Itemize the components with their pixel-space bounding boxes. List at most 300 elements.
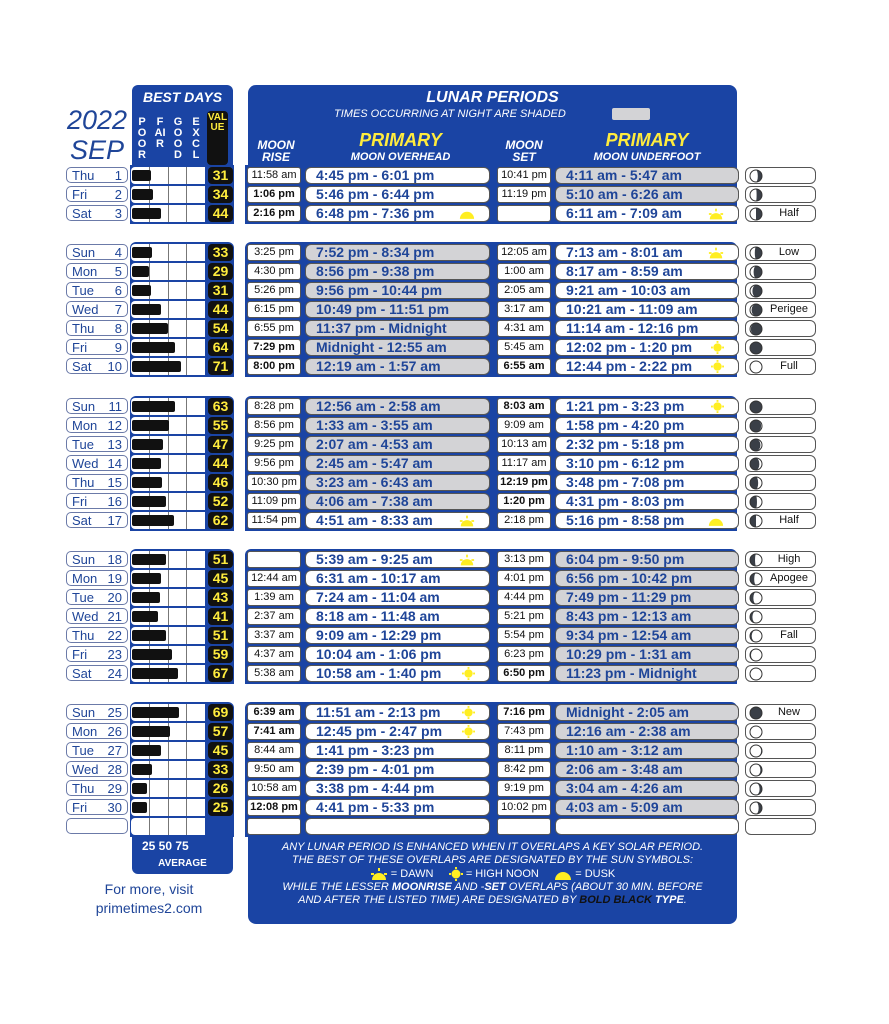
moonset-time: 11:19 pm	[497, 186, 551, 203]
overhead-text: 11:37 pm - Midnight	[316, 320, 447, 336]
gridline	[186, 589, 187, 606]
moon-overhead-period	[305, 455, 490, 472]
underfoot-text: 1:21 pm - 3:23 pm	[566, 398, 685, 414]
table-row	[0, 779, 889, 798]
moon-phase-icon	[749, 341, 763, 355]
moon-phase-label: Apogee	[770, 572, 808, 584]
moonrise-time: 6:15 pm	[247, 301, 301, 318]
table-row	[0, 607, 889, 626]
gridline	[186, 761, 187, 778]
overhead-text: 7:52 pm - 8:34 pm	[316, 244, 435, 260]
rating-bar-track	[131, 417, 205, 434]
moon-phase-cell	[745, 608, 816, 625]
table-row	[0, 185, 889, 204]
underfoot-text: 4:03 am - 5:09 am	[566, 799, 683, 815]
moonrise-time: 4:37 am	[247, 646, 301, 663]
day-date: 13	[107, 437, 122, 452]
day-value: 33	[208, 244, 233, 261]
moonrise-time: 12:08 pm	[247, 799, 301, 816]
high-noon-icon	[462, 725, 475, 738]
moon-underfoot-period	[555, 512, 739, 529]
table-row	[0, 817, 889, 836]
moon-underfoot-period	[555, 493, 739, 510]
moon-underfoot-period	[555, 723, 739, 740]
day-of-week: Sat	[72, 206, 92, 221]
high-noon-icon	[711, 360, 724, 373]
blank-day-label	[66, 818, 128, 834]
moon-phase-label: Half	[779, 207, 799, 219]
day-label	[66, 704, 128, 720]
calendar-month: SEP	[69, 135, 125, 165]
day-label	[66, 301, 128, 317]
moon-underfoot-period	[555, 436, 739, 453]
gridline	[168, 282, 169, 299]
moonrise-time: 4:30 pm	[247, 263, 301, 280]
overhead-text: 10:04 am - 1:06 pm	[316, 646, 442, 662]
rating-bar-track	[131, 780, 205, 797]
underfoot-text: 8:17 am - 8:59 am	[566, 263, 683, 279]
rating-bar	[132, 304, 161, 315]
moonrise-time: 3:37 am	[247, 627, 301, 644]
moonset-time: 3:13 pm	[497, 551, 551, 568]
dawn-icon	[708, 247, 724, 259]
moonrise-time: 10:30 pm	[247, 474, 301, 491]
day-label	[66, 551, 128, 567]
overhead-text: 3:23 am - 6:43 am	[316, 474, 433, 490]
rating-bar-track	[131, 358, 205, 375]
day-value: 44	[208, 205, 233, 222]
moon-phase-icon	[749, 419, 763, 433]
day-label	[66, 589, 128, 605]
moon-phase-icon	[749, 725, 763, 739]
moon-overhead-period	[305, 780, 490, 797]
moon-overhead-period	[305, 704, 490, 721]
day-date: 24	[107, 666, 122, 681]
moon-phase-label: Fall	[780, 629, 798, 641]
sun-legend	[248, 867, 737, 881]
day-label	[66, 263, 128, 279]
day-value: 45	[208, 742, 233, 759]
moon-phase-icon	[749, 801, 763, 815]
gridline	[186, 704, 187, 721]
moonset-time: 4:31 am	[497, 320, 551, 337]
rating-bar-track	[131, 339, 205, 356]
average-ticks: 25 50 75	[142, 839, 189, 853]
moon-overhead-period	[305, 244, 490, 261]
moon-underfoot-period	[555, 780, 739, 797]
overhead-text: 12:45 pm - 2:47 pm	[316, 723, 443, 739]
moon-underfoot-period	[555, 301, 739, 318]
moonset-time: 10:02 pm	[497, 799, 551, 816]
gridline	[186, 665, 187, 682]
table-row	[0, 664, 889, 683]
moonrise-time: 8:44 am	[247, 742, 301, 759]
moon-phase-cell	[745, 282, 816, 299]
note-line3-a: WHILE THE LESSER	[282, 881, 392, 893]
moonset-time: 1:20 pm	[497, 493, 551, 510]
average-box	[132, 836, 233, 874]
night-shade-note: TIMES OCCURRING AT NIGHT ARE SHADED	[334, 108, 566, 120]
moon-overhead-period	[305, 167, 490, 184]
moonset-time: 3:17 am	[497, 301, 551, 318]
dusk-icon	[708, 515, 724, 527]
rating-bar-track	[131, 474, 205, 491]
blank-overhead	[305, 818, 490, 835]
moon-phase-cell	[745, 512, 816, 529]
moonset-time: 8:11 pm	[497, 742, 551, 759]
underfoot-text: 2:32 pm - 5:18 pm	[566, 436, 685, 452]
underfoot-text: 3:48 pm - 7:08 pm	[566, 474, 685, 490]
gridline	[186, 742, 187, 759]
moonset-time: 2:18 pm	[497, 512, 551, 529]
website-note	[64, 880, 234, 918]
note-line3-c: AND -	[451, 881, 485, 893]
rating-bar	[132, 361, 181, 372]
average-label: AVERAGE	[158, 858, 207, 869]
table-row	[0, 243, 889, 262]
moonset-time: 6:55 am	[497, 358, 551, 375]
underfoot-text: 11:23 pm - Midnight	[566, 665, 697, 681]
rating-bar	[132, 764, 152, 775]
moon-phase-cell	[745, 570, 816, 587]
moon-phase-icon	[749, 553, 763, 567]
day-label	[66, 167, 128, 183]
overhead-text: 11:51 am - 2:13 pm	[316, 704, 441, 720]
visit-link[interactable]: primetimes2.com	[95, 900, 203, 916]
moonset-time: 5:21 pm	[497, 608, 551, 625]
day-date: 27	[107, 743, 122, 758]
moon-phase-icon	[749, 629, 763, 643]
moonrise-time: 10:58 am	[247, 780, 301, 797]
day-date: 23	[107, 647, 122, 662]
table-row	[0, 550, 889, 569]
day-value: 44	[208, 455, 233, 472]
day-date: 8	[114, 321, 122, 336]
gridline	[168, 818, 169, 835]
moon-phase-icon	[749, 610, 763, 624]
rating-bar-track	[131, 167, 205, 184]
moon-phase-cell	[745, 398, 816, 415]
rating-bar-track	[131, 186, 205, 203]
rating-bar-track	[131, 455, 205, 472]
day-of-week: Fri	[72, 494, 88, 509]
day-value: 51	[208, 627, 233, 644]
moon-phase-label: Low	[778, 246, 800, 258]
moonset-time: 7:43 pm	[497, 723, 551, 740]
day-of-week: Sun	[72, 245, 96, 260]
moon-phase-cell	[745, 474, 816, 491]
moon-phase-icon	[749, 188, 763, 202]
day-label	[66, 417, 128, 433]
gridline	[149, 780, 150, 797]
rating-bar-track	[131, 589, 205, 606]
underfoot-text: 3:10 pm - 6:12 pm	[566, 455, 685, 471]
moonset-time: 9:19 pm	[497, 780, 551, 797]
rating-bar	[132, 515, 174, 526]
table-row	[0, 204, 889, 223]
gridline	[149, 818, 150, 835]
rating-bar	[132, 668, 178, 679]
moon-underfoot-period	[555, 742, 739, 759]
rating-bar	[132, 496, 166, 507]
overhead-text: 4:51 am - 8:33 am	[316, 512, 433, 528]
day-of-week: Mon	[72, 724, 98, 739]
gridline	[186, 455, 187, 472]
overhead-text: 2:39 pm - 4:01 pm	[316, 761, 435, 777]
gridline	[168, 761, 169, 778]
moon-phase-cell	[745, 339, 816, 356]
moon-phase-icon	[749, 303, 763, 317]
note-type: TYPE	[652, 894, 684, 906]
moon-overhead-period	[305, 398, 490, 415]
moonset-time	[497, 205, 551, 222]
moon-phase-label: New	[777, 706, 800, 718]
moon-underfoot-period	[555, 799, 739, 816]
gridline	[186, 320, 187, 337]
moonrise-time: 8:56 pm	[247, 417, 301, 434]
day-of-week: Fri	[72, 187, 88, 202]
underfoot-text: 6:11 am - 7:09 am	[566, 205, 682, 221]
moonrise-time: 7:29 pm	[247, 339, 301, 356]
day-date: 21	[107, 609, 122, 624]
day-of-week: Tue	[72, 743, 94, 758]
day-value: 26	[208, 780, 233, 797]
underfoot-text: 9:21 am - 10:03 am	[566, 282, 691, 298]
moon-underfoot-period	[555, 282, 739, 299]
rating-bar-track	[131, 205, 205, 222]
overhead-text: 10:49 pm - 11:51 pm	[316, 301, 450, 317]
table-row	[0, 357, 889, 376]
moonrise-time: 9:56 pm	[247, 455, 301, 472]
rating-bar	[132, 707, 179, 718]
overhead-text: Midnight - 12:55 am	[316, 339, 447, 355]
moon-underfoot-period	[555, 627, 739, 644]
moonrise-time: 5:26 pm	[247, 282, 301, 299]
moon-underfoot-period	[555, 167, 739, 184]
moon-underfoot-period	[555, 704, 739, 721]
moonrise-time: 1:06 pm	[247, 186, 301, 203]
gridline	[168, 799, 169, 816]
table-row	[0, 741, 889, 760]
gridline	[168, 474, 169, 491]
blank-moonrise	[247, 818, 301, 835]
gridline	[149, 799, 150, 816]
overhead-text: 9:56 pm - 10:44 pm	[316, 282, 443, 298]
rating-bar	[132, 783, 147, 794]
day-value: 45	[208, 570, 233, 587]
calendar-year: 2022	[66, 105, 128, 135]
rating-bar	[132, 247, 152, 258]
day-label	[66, 320, 128, 336]
table-row	[0, 281, 889, 300]
gridline	[168, 320, 169, 337]
moon-underfoot-period	[555, 570, 739, 587]
day-value: 34	[208, 186, 233, 203]
day-value: 54	[208, 320, 233, 337]
rating-bar	[132, 726, 170, 737]
moonrise-time	[247, 551, 301, 568]
day-value: 67	[208, 665, 233, 682]
day-date: 22	[107, 628, 122, 643]
moon-phase-cell	[745, 493, 816, 510]
table-row	[0, 300, 889, 319]
underfoot-text: 6:04 pm - 9:50 pm	[566, 551, 685, 567]
moonrise-time: 5:38 am	[247, 665, 301, 682]
moon-phase-icon	[749, 207, 763, 221]
moon-overhead-period	[305, 301, 490, 318]
moonset-time: 12:05 am	[497, 244, 551, 261]
day-label	[66, 512, 128, 528]
rating-bar	[132, 649, 172, 660]
table-row	[0, 722, 889, 741]
moon-phase-label: Half	[779, 514, 799, 526]
table-row	[0, 262, 889, 281]
best-days-header	[132, 85, 233, 165]
rating-bar	[132, 170, 151, 181]
rating-bar-track	[131, 398, 205, 415]
moon-phase-icon	[749, 246, 763, 260]
high-noon-icon	[711, 341, 724, 354]
rating-bar	[132, 477, 162, 488]
legend-dawn: = DAWN	[390, 867, 434, 880]
moonset-time: 10:13 am	[497, 436, 551, 453]
day-label	[66, 627, 128, 643]
day-date: 29	[107, 781, 122, 796]
rating-bar	[132, 401, 175, 412]
day-of-week: Fri	[72, 800, 88, 815]
moon-underfoot-period	[555, 205, 739, 222]
day-value: 46	[208, 474, 233, 491]
moon-overhead-period	[305, 723, 490, 740]
moon-overhead-period	[305, 205, 490, 222]
note-line2: THE BEST OF THESE OVERLAPS ARE DESIGNATED BY THE SUN SYMBOLS:	[291, 854, 694, 866]
moon-phase-cell	[745, 417, 816, 434]
rating-bar	[132, 439, 163, 450]
lunar-periods-title: LUNAR PERIODS	[426, 89, 559, 106]
moon-overhead-period	[305, 646, 490, 663]
day-label	[66, 339, 128, 355]
day-label	[66, 398, 128, 414]
gridline	[168, 455, 169, 472]
overhead-text: 12:56 am - 2:58 am	[316, 398, 441, 414]
day-of-week: Mon	[72, 418, 98, 433]
moon-phase-cell	[745, 263, 816, 280]
moon-underfoot-period	[555, 358, 739, 375]
overhead-text: 9:09 am - 12:29 pm	[316, 627, 442, 643]
underfoot-header: MOON UNDERFOOT	[593, 151, 701, 163]
moon-underfoot-period	[555, 551, 739, 568]
rating-bar-track	[131, 301, 205, 318]
moon-phase-cell	[745, 627, 816, 644]
moonset-time: 4:44 pm	[497, 589, 551, 606]
gridline	[186, 205, 187, 222]
gridline	[186, 301, 187, 318]
gridline	[168, 205, 169, 222]
moon-underfoot-period	[555, 244, 739, 261]
day-of-week: Sun	[72, 552, 96, 567]
table-row	[0, 492, 889, 511]
underfoot-text: 7:49 pm - 11:29 pm	[566, 589, 692, 605]
gridline	[186, 780, 187, 797]
rating-bar	[132, 189, 153, 200]
moon-underfoot-period	[555, 665, 739, 682]
rating-bar-track	[131, 761, 205, 778]
day-value: 47	[208, 436, 233, 453]
lunar-periods-header	[248, 85, 737, 167]
gridline	[186, 339, 187, 356]
high-noon-icon	[462, 667, 475, 680]
overhead-primary-label: PRIMARY	[359, 130, 442, 150]
moon-phase-icon	[749, 763, 763, 777]
moon-phase-icon	[749, 360, 763, 374]
moon-phase-cell	[745, 742, 816, 759]
day-date: 1	[114, 168, 122, 183]
moon-phase-icon	[749, 169, 763, 183]
table-row	[0, 760, 889, 779]
dawn-icon	[459, 554, 475, 566]
gridline	[168, 301, 169, 318]
gridline	[168, 167, 169, 184]
high-noon-icon	[462, 706, 475, 719]
gridline	[186, 799, 187, 816]
rating-bar-track	[131, 263, 205, 280]
note-moonrise: MOONRISE	[391, 881, 452, 893]
day-of-week: Sun	[72, 705, 96, 720]
moon-overhead-period	[305, 761, 490, 778]
moon-phase-label: Full	[780, 360, 798, 372]
day-date: 28	[107, 762, 122, 777]
rating-bar-track	[131, 646, 205, 663]
moon-underfoot-period	[555, 761, 739, 778]
day-of-week: Thu	[72, 628, 95, 643]
blank-phase	[745, 818, 816, 835]
moon-overhead-period	[305, 551, 490, 568]
moon-phase-cell	[745, 244, 816, 261]
day-value: 33	[208, 761, 233, 778]
day-of-week: Wed	[72, 762, 99, 777]
table-row	[0, 397, 889, 416]
rating-bar-track	[131, 320, 205, 337]
day-value: 55	[208, 417, 233, 434]
moonrise-header-line1: MOON	[257, 138, 295, 152]
day-value: 31	[208, 282, 233, 299]
moonset-time: 6:23 pm	[497, 646, 551, 663]
moon-underfoot-period	[555, 455, 739, 472]
moon-underfoot-period	[555, 608, 739, 625]
moon-phase-icon	[749, 648, 763, 662]
moon-overhead-period	[305, 512, 490, 529]
moon-overhead-period	[305, 358, 490, 375]
note-line4-d: .	[683, 894, 687, 906]
gridline	[168, 627, 169, 644]
overhead-text: 6:48 pm - 7:36 pm	[316, 205, 435, 221]
rating-bar-track	[131, 704, 205, 721]
underfoot-text: 1:10 am - 3:12 am	[566, 742, 683, 758]
table-row	[0, 703, 889, 722]
note-line1: ANY LUNAR PERIOD IS ENHANCED WHEN IT OVERLAPS A KEY SOLAR PERIOD.	[281, 841, 704, 853]
moonset-time: 8:03 am	[497, 398, 551, 415]
gridline	[168, 551, 169, 568]
rating-bar-track	[131, 282, 205, 299]
gridline	[186, 167, 187, 184]
high-noon-icon	[711, 400, 724, 413]
overhead-text: 1:33 am - 3:55 am	[316, 417, 433, 433]
day-value: 25	[208, 799, 233, 816]
moon-phase-cell	[745, 205, 816, 222]
rating-bar-track	[131, 570, 205, 587]
moonset-time: 1:00 am	[497, 263, 551, 280]
day-date: 26	[107, 724, 122, 739]
